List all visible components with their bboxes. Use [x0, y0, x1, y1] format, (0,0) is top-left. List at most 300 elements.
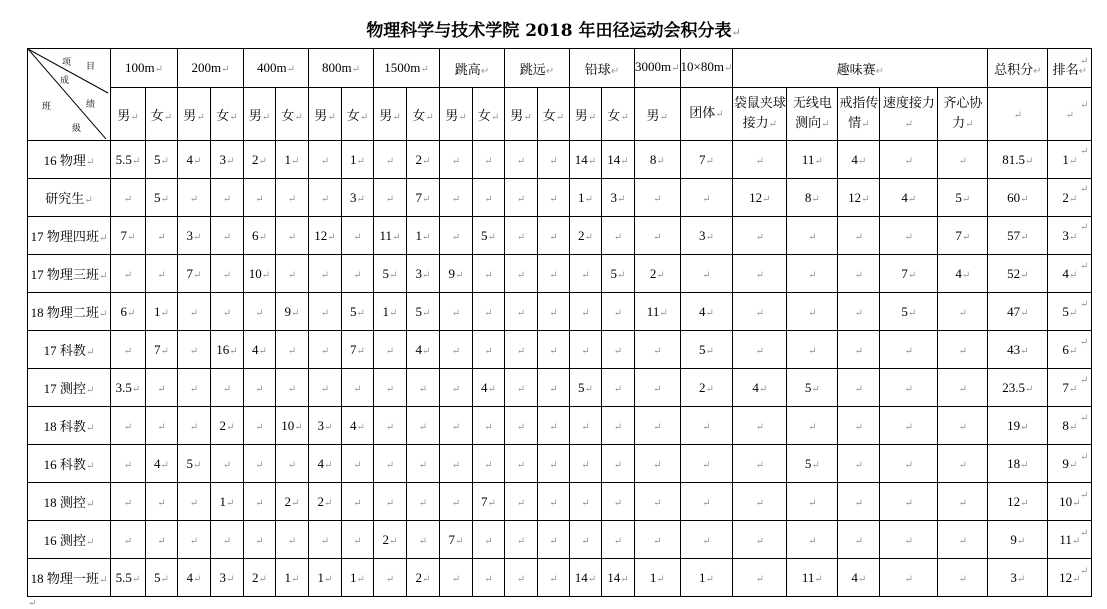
score-cell: 4↵ — [733, 369, 787, 407]
paragraph-mark-icon: ↵ — [484, 573, 493, 585]
paragraph-mark-icon: ↵ — [613, 307, 623, 319]
paragraph-mark-icon: ↵ — [327, 111, 336, 123]
paragraph-mark-icon: ↵ — [356, 193, 365, 205]
paragraph-mark-icon: ↵ — [581, 535, 590, 547]
paragraph-mark-icon: ↵ — [287, 383, 297, 395]
sub-header — [1048, 88, 1092, 141]
paragraph-mark-icon: ↵ — [656, 155, 665, 167]
corner-label: 项 — [62, 58, 72, 68]
rank-cell: 12↵ — [1048, 559, 1092, 597]
paragraph-mark-icon: ↵ — [160, 155, 169, 167]
paragraph-mark-icon: ↵ — [613, 497, 623, 509]
paragraph-mark-icon: ↵ — [320, 345, 330, 357]
table-row — [28, 559, 1092, 597]
paragraph-mark-icon: ↵ — [385, 155, 395, 167]
score-cell: 4↵ — [838, 141, 880, 179]
paragraph-mark-icon: ↵ — [356, 421, 365, 433]
paragraph-mark-icon: ↵ — [854, 535, 864, 547]
table-row — [28, 293, 1092, 331]
score-cell — [680, 445, 733, 483]
paragraph-mark-icon: ↵ — [353, 269, 362, 281]
score-cell — [602, 407, 635, 445]
score-cell — [342, 255, 374, 293]
score-cell — [938, 483, 988, 521]
score-cell — [178, 369, 211, 407]
paragraph-mark-icon: ↵ — [85, 157, 95, 168]
score-cell — [276, 369, 309, 407]
paragraph-mark-icon: ↵ — [653, 231, 662, 243]
paragraph-mark-icon: ↵ — [327, 231, 336, 243]
paragraph-mark-icon: ↵ — [1020, 421, 1029, 433]
total-score-cell: 57↵ — [988, 217, 1048, 255]
score-cell: 4↵ — [146, 445, 178, 483]
score-cell — [374, 407, 407, 445]
paragraph-mark-icon: ↵ — [768, 119, 778, 130]
paragraph-mark-icon: ↵ — [904, 535, 914, 547]
event-header: 总积分↵ — [988, 49, 1048, 88]
score-cell — [602, 521, 635, 559]
paragraph-mark-icon: ↵ — [389, 269, 398, 281]
paragraph-mark-icon: ↵ — [581, 345, 590, 357]
sub-header: 女↵ — [342, 88, 374, 141]
score-cell — [602, 293, 635, 331]
paragraph-mark-icon: ↵ — [808, 497, 817, 509]
score-cell: 1↵ — [309, 559, 342, 597]
paragraph-mark-icon: ↵ — [353, 231, 362, 243]
score-cell: 7↵ — [178, 255, 211, 293]
sub-header — [988, 88, 1048, 141]
paragraph-mark-icon: ↵ — [221, 64, 230, 75]
paragraph-mark-icon: ↵ — [222, 231, 232, 243]
paragraph-mark-icon: ↵ — [755, 155, 765, 167]
paragraph-mark-icon: ↵ — [189, 383, 199, 395]
paragraph-mark-icon: ↵ — [229, 111, 238, 123]
score-cell — [440, 483, 473, 521]
paragraph-mark-icon: ↵ — [480, 65, 490, 77]
table-row — [28, 217, 1092, 255]
score-cell: 4↵ — [473, 369, 505, 407]
corner-label: 成 — [60, 76, 70, 86]
paragraph-mark-icon: ↵ — [484, 193, 493, 205]
paragraph-mark-icon: ↵ — [487, 497, 496, 509]
paragraph-mark-icon: ↵ — [353, 383, 362, 395]
paragraph-mark-icon: ↵ — [484, 307, 493, 319]
header-row-subcategories — [28, 88, 1092, 141]
paragraph-mark-icon: ↵ — [157, 231, 166, 243]
paragraph-mark-icon: ↵ — [157, 497, 166, 509]
paragraph-mark-icon: ↵ — [814, 155, 823, 167]
paragraph-mark-icon: ↵ — [226, 497, 235, 509]
total-score-cell: 43↵ — [988, 331, 1048, 369]
paragraph-mark-icon: ↵ — [659, 111, 668, 123]
score-cell — [178, 407, 211, 445]
score-cell: 6↵ — [244, 217, 276, 255]
score-cell — [570, 331, 602, 369]
paragraph-mark-icon: ↵ — [1068, 269, 1078, 281]
paragraph-mark-icon: ↵ — [1025, 155, 1034, 167]
score-cell — [407, 445, 440, 483]
paragraph-mark-icon: ↵ — [291, 155, 300, 167]
paragraph-mark-icon: ↵ — [123, 459, 133, 471]
paragraph-mark-icon: ↵ — [422, 193, 431, 205]
score-cell — [880, 407, 938, 445]
paragraph-mark-icon: ↵ — [222, 307, 232, 319]
score-cell — [111, 445, 146, 483]
paragraph-mark-icon: ↵ — [702, 421, 711, 433]
score-cell — [938, 141, 988, 179]
paragraph-mark-icon: ↵ — [904, 421, 914, 433]
score-cell — [538, 445, 570, 483]
paragraph-mark-icon: ↵ — [226, 573, 235, 585]
paragraph-mark-icon: ↵ — [1020, 497, 1029, 509]
score-cell: 14↵ — [570, 141, 602, 179]
sub-header: 男↵ — [505, 88, 538, 141]
paragraph-mark-icon: ↵ — [193, 573, 202, 585]
score-cell — [838, 255, 880, 293]
score-cell: 4↵ — [178, 559, 211, 597]
score-cell — [342, 217, 374, 255]
score-cell — [570, 521, 602, 559]
paragraph-mark-icon: ↵ — [516, 155, 526, 167]
score-cell — [244, 483, 276, 521]
paragraph-mark-icon: ↵ — [516, 497, 526, 509]
score-cell — [440, 293, 473, 331]
paragraph-mark-icon: ↵ — [425, 111, 434, 123]
paragraph-mark-icon: ↵ — [861, 193, 870, 205]
paragraph-mark-icon: ↵ — [755, 421, 765, 433]
paragraph-mark-icon: ↵ — [451, 497, 461, 509]
paragraph-mark-icon: ↵ — [958, 307, 968, 319]
paragraph-mark-icon: ↵ — [653, 535, 662, 547]
event-header: 铅球↵ — [570, 49, 635, 88]
score-cell — [473, 521, 505, 559]
score-cell: 4↵ — [342, 407, 374, 445]
score-cell — [309, 369, 342, 407]
score-cell: 5↵ — [680, 331, 733, 369]
score-cell — [538, 179, 570, 217]
sub-header: 男↵ — [374, 88, 407, 141]
paragraph-mark-icon: ↵ — [587, 111, 597, 123]
score-cell — [440, 331, 473, 369]
score-cell — [473, 179, 505, 217]
class-name-cell: 17 测控↵ — [28, 369, 111, 407]
paragraph-mark-icon: ↵ — [620, 573, 629, 585]
score-cell: 7↵ — [146, 331, 178, 369]
rank-cell: 11↵ — [1048, 521, 1092, 559]
paragraph-mark-icon: ↵ — [961, 193, 971, 205]
paragraph-mark-icon: ↵ — [958, 155, 968, 167]
paragraph-mark-icon: ↵ — [1065, 110, 1075, 121]
total-score-cell: 9↵ — [988, 521, 1048, 559]
paragraph-mark-icon: ↵ — [98, 271, 108, 282]
paragraph-mark-icon: ↵ — [222, 269, 232, 281]
score-cell: 7↵ — [111, 217, 146, 255]
score-cell — [787, 293, 838, 331]
score-cell — [938, 521, 988, 559]
paragraph-mark-icon: ↵ — [811, 193, 820, 205]
score-cell — [938, 293, 988, 331]
paragraph-mark-icon: ↵ — [320, 535, 330, 547]
paragraph-mark-icon: ↵ — [1020, 193, 1029, 205]
score-cell — [635, 217, 681, 255]
paragraph-mark-icon: ↵ — [1016, 535, 1026, 547]
score-cell — [938, 559, 988, 597]
paragraph-mark-icon: ↵ — [755, 459, 765, 471]
score-cell: 3↵ — [407, 255, 440, 293]
paragraph-mark-icon: ↵ — [484, 345, 493, 357]
paragraph-mark-icon: ↵ — [261, 269, 271, 281]
event-header: 排名↵ — [1048, 49, 1092, 88]
score-cell — [309, 255, 342, 293]
paragraph-mark-icon: ↵ — [356, 155, 365, 167]
paragraph-mark-icon: ↵ — [130, 111, 139, 123]
paragraph-mark-icon: ↵ — [123, 345, 133, 357]
event-header: 3000m↵ — [635, 49, 681, 88]
score-cell — [733, 293, 787, 331]
score-cell — [374, 559, 407, 597]
score-cell — [733, 559, 787, 597]
score-cell: 4↵ — [838, 559, 880, 597]
paragraph-mark-icon: ↵ — [545, 65, 555, 77]
score-cell — [244, 407, 276, 445]
paragraph-mark-icon: ↵ — [189, 345, 199, 357]
score-cell: 3↵ — [602, 179, 635, 217]
score-cell — [178, 331, 211, 369]
row-end-mark-icon: ↵ — [1080, 222, 1089, 234]
score-cell — [635, 407, 681, 445]
score-cell: 12↵ — [309, 217, 342, 255]
paragraph-mark-icon: ↵ — [255, 535, 264, 547]
score-cell — [374, 445, 407, 483]
event-header: 10×80m↵ — [680, 49, 733, 88]
score-cell: 7↵ — [680, 141, 733, 179]
paragraph-mark-icon: ↵ — [123, 535, 133, 547]
paragraph-mark-icon: ↵ — [549, 345, 558, 357]
paragraph-mark-icon: ↵ — [84, 195, 93, 206]
score-cell — [787, 407, 838, 445]
paragraph-mark-icon: ↵ — [127, 231, 136, 243]
paragraph-mark-icon: ↵ — [549, 535, 558, 547]
paragraph-mark-icon: ↵ — [907, 307, 917, 319]
paragraph-mark-icon: ↵ — [392, 231, 401, 243]
sub-header: 男↵ — [244, 88, 276, 141]
score-cell — [111, 483, 146, 521]
paragraph-mark-icon: ↵ — [451, 193, 461, 205]
paragraph-mark-icon: ↵ — [587, 155, 597, 167]
score-cell: 3↵ — [178, 217, 211, 255]
class-name-cell: 17 物理四班↵ — [28, 217, 111, 255]
score-cell — [570, 445, 602, 483]
paragraph-mark-icon: ↵ — [1068, 345, 1078, 357]
score-cell — [473, 255, 505, 293]
paragraph-mark-icon: ↵ — [160, 345, 169, 357]
sub-header: 女↵ — [276, 88, 309, 141]
row-end-mark-icon: ↵ — [1080, 566, 1089, 578]
paragraph-mark-icon: ↵ — [755, 535, 765, 547]
paragraph-mark-icon: ↵ — [671, 63, 680, 74]
paragraph-mark-icon: ↵ — [484, 459, 493, 471]
paragraph-mark-icon: ↵ — [385, 573, 395, 585]
score-cell: 7↵ — [473, 483, 505, 521]
paragraph-mark-icon: ↵ — [1020, 269, 1029, 281]
score-cell — [440, 217, 473, 255]
score-cell: 5↵ — [146, 141, 178, 179]
paragraph-mark-icon: ↵ — [98, 309, 108, 320]
score-cell — [342, 483, 374, 521]
sub-header: 袋鼠夹球接力↵ — [733, 88, 787, 141]
paragraph-mark-icon: ↵ — [451, 307, 461, 319]
score-cell — [538, 407, 570, 445]
score-cell — [538, 141, 570, 179]
score-cell: 2↵ — [635, 255, 681, 293]
paragraph-mark-icon: ↵ — [584, 231, 593, 243]
score-cell — [602, 483, 635, 521]
score-cell — [838, 293, 880, 331]
score-cell: 4↵ — [680, 293, 733, 331]
paragraph-mark-icon: ↵ — [451, 345, 461, 357]
score-cell: 10↵ — [276, 407, 309, 445]
score-cell — [111, 255, 146, 293]
paragraph-mark-icon: ↵ — [821, 119, 830, 130]
score-cell — [178, 293, 211, 331]
paragraph-mark-icon: ↵ — [226, 155, 235, 167]
paragraph-mark-icon: ↵ — [516, 573, 526, 585]
paragraph-mark-icon: ↵ — [484, 535, 493, 547]
paragraph-mark-icon: ↵ — [193, 155, 202, 167]
event-header: 趣味赛↵ — [733, 49, 988, 88]
corner-diagonal-header — [28, 49, 111, 141]
score-cell — [838, 483, 880, 521]
paragraph-mark-icon: ↵ — [389, 307, 398, 319]
rank-cell: 2↵ — [1048, 179, 1092, 217]
score-cell — [505, 483, 538, 521]
paragraph-mark-icon: ↵ — [1025, 383, 1034, 395]
score-cell: 3↵ — [211, 141, 244, 179]
sub-header: 男↵ — [111, 88, 146, 141]
paragraph-mark-icon: ↵ — [715, 109, 724, 120]
event-header: 200m↵ — [178, 49, 244, 88]
paragraph-mark-icon: ↵ — [854, 269, 864, 281]
paragraph-mark-icon: ↵ — [584, 193, 593, 205]
score-cell: 4↵ — [178, 141, 211, 179]
paragraph-mark-icon: ↵ — [85, 423, 95, 434]
score-cell — [733, 141, 787, 179]
paragraph-mark-icon: ↵ — [653, 193, 662, 205]
paragraph-mark-icon: ↵ — [854, 345, 864, 357]
rank-cell: 8↵ — [1048, 407, 1092, 445]
score-cell: 5.5↵ — [111, 559, 146, 597]
paragraph-mark-icon: ↵ — [226, 421, 235, 433]
paragraph-mark-icon: ↵ — [1020, 307, 1029, 319]
score-cell — [374, 331, 407, 369]
score-cell — [880, 141, 938, 179]
paragraph-mark-icon: ↵ — [705, 231, 714, 243]
score-cell — [440, 141, 473, 179]
paragraph-mark-icon: ↵ — [385, 193, 395, 205]
paragraph-mark-icon: ↵ — [157, 269, 166, 281]
score-cell — [276, 331, 309, 369]
score-cell — [178, 179, 211, 217]
score-cell — [374, 369, 407, 407]
score-cell: 2↵ — [407, 559, 440, 597]
row-end-mark-icon: ↵ — [1080, 528, 1089, 539]
row-end-mark-icon: ↵ — [1080, 413, 1089, 425]
paragraph-mark-icon: ↵ — [705, 573, 714, 585]
sub-header: 女↵ — [211, 88, 244, 141]
class-name-cell: 16 物理↵ — [28, 141, 111, 179]
score-cell — [602, 217, 635, 255]
score-cell: 1↵ — [276, 141, 309, 179]
paragraph-mark-icon: ↵ — [261, 111, 271, 123]
score-cell: 5↵ — [473, 217, 505, 255]
paragraph-mark-icon: ↵ — [287, 231, 297, 243]
paragraph-mark-icon: ↵ — [229, 345, 238, 357]
score-cell: 14↵ — [570, 559, 602, 597]
paragraph-mark-icon: ↵ — [422, 231, 431, 243]
score-cell — [938, 445, 988, 483]
paragraph-mark-icon: ↵ — [808, 269, 817, 281]
paragraph-mark-icon: ↵ — [1020, 231, 1029, 243]
paragraph-mark-icon: ↵ — [160, 573, 169, 585]
paragraph-mark-icon: ↵ — [523, 111, 532, 123]
paragraph-mark-icon: ↵ — [581, 497, 590, 509]
paragraph-mark-icon: ↵ — [487, 383, 496, 395]
paragraph-mark-icon: ↵ — [875, 65, 885, 77]
sub-header: 戒指传情↵ — [838, 88, 880, 141]
score-cell — [309, 331, 342, 369]
score-cell: 9↵ — [440, 255, 473, 293]
paragraph-mark-icon: ↵ — [653, 459, 662, 471]
paragraph-mark-icon: ↵ — [1068, 155, 1078, 167]
paragraph-mark-icon: ↵ — [451, 421, 461, 433]
score-cell: 2↵ — [211, 407, 244, 445]
paragraph-mark-icon: ↵ — [549, 231, 558, 243]
paragraph-mark-icon: ↵ — [808, 231, 817, 243]
score-cell: 1↵ — [146, 293, 178, 331]
paragraph-mark-icon: ↵ — [958, 345, 968, 357]
paragraph-mark-icon: ↵ — [389, 535, 398, 547]
corner-label: 绩 — [86, 100, 96, 110]
score-cell — [440, 407, 473, 445]
paragraph-mark-icon: ↵ — [516, 269, 526, 281]
score-cell — [111, 331, 146, 369]
paragraph-mark-icon: ↵ — [127, 307, 136, 319]
score-cell — [374, 179, 407, 217]
paragraph-mark-icon: ↵ — [581, 421, 590, 433]
row-end-mark-icon: ↵ — [1080, 451, 1089, 463]
paragraph-mark-icon: ↵ — [123, 497, 133, 509]
score-cell: 3.5↵ — [111, 369, 146, 407]
table-row — [28, 407, 1092, 445]
score-cell: 5.5↵ — [111, 141, 146, 179]
paragraph-mark-icon: ↵ — [808, 345, 817, 357]
score-cell — [244, 521, 276, 559]
score-cell — [570, 293, 602, 331]
paragraph-mark-icon: ↵ — [549, 383, 558, 395]
paragraph-mark-icon: ↵ — [320, 193, 330, 205]
paragraph-mark-icon: ↵ — [258, 345, 267, 357]
paragraph-mark-icon: ↵ — [808, 307, 817, 319]
paragraph-mark-icon: ↵ — [287, 535, 297, 547]
paragraph-mark-icon: ↵ — [1071, 535, 1081, 547]
paragraph-mark-icon: ↵ — [163, 111, 173, 123]
class-name-cell: 研究生↵ — [28, 179, 111, 217]
paragraph-mark-icon: ↵ — [613, 459, 623, 471]
paragraph-mark-icon: ↵ — [287, 269, 297, 281]
paragraph-mark-icon: ↵ — [702, 497, 711, 509]
paragraph-mark-icon: ↵ — [222, 535, 232, 547]
score-cell — [635, 179, 681, 217]
